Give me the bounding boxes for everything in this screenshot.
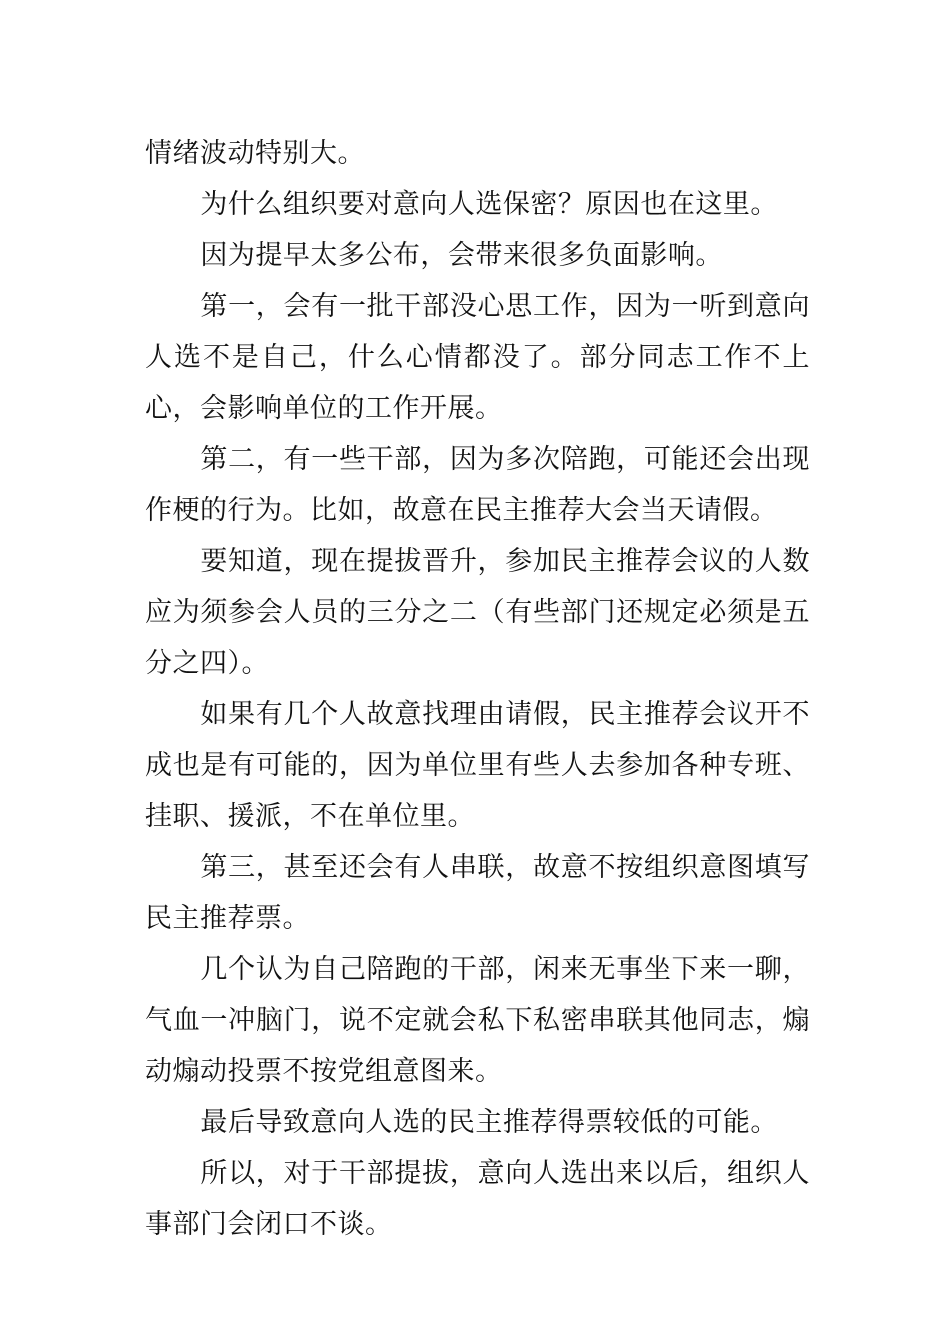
paragraph-7: 如果有几个人故意找理由请假，民主推荐会议开不成也是有可能的，因为单位里有些人去参加各种专班、挂职、援派，不在单位里。: [145, 699, 810, 832]
paragraph-1: 情绪波动特别大。: [145, 138, 365, 169]
paragraph-2: 为什么组织要对意向人选保密？原因也在这里。: [200, 189, 778, 220]
paragraph-5: 第二，有一些干部，因为多次陪跑，可能还会出现作梗的行为。比如，故意在民主推荐大会当天请假。: [145, 444, 810, 526]
paragraph-4: 第一，会有一批干部没心思工作，因为一听到意向人选不是自己，什么心情都没了。部分同志工作不上心，会影响单位的工作开展。: [145, 291, 810, 424]
paragraph-9: 几个认为自己陪跑的干部，闲来无事坐下来一聊，气血一冲脑门，说不定就会私下私密串联其他同志，煽动煽动投票不按党组意图来。: [145, 954, 810, 1087]
paragraph-8: 第三，甚至还会有人串联，故意不按组织意图填写民主推荐票。: [145, 852, 810, 934]
paragraph-6: 要知道，现在提拔晋升，参加民主推荐会议的人数应为须参会人员的三分之二（有些部门还规定必须是五分之四）。: [145, 546, 810, 679]
paragraph-10: 最后导致意向人选的民主推荐得票较低的可能。: [200, 1107, 778, 1138]
paragraph-3: 因为提早太多公布，会带来很多负面影响。: [200, 240, 723, 271]
document-body: [145, 128, 810, 1250]
paragraph-11: 所以，对于干部提拔，意向人选出来以后，组织人事部门会闭口不谈。: [145, 1158, 810, 1240]
